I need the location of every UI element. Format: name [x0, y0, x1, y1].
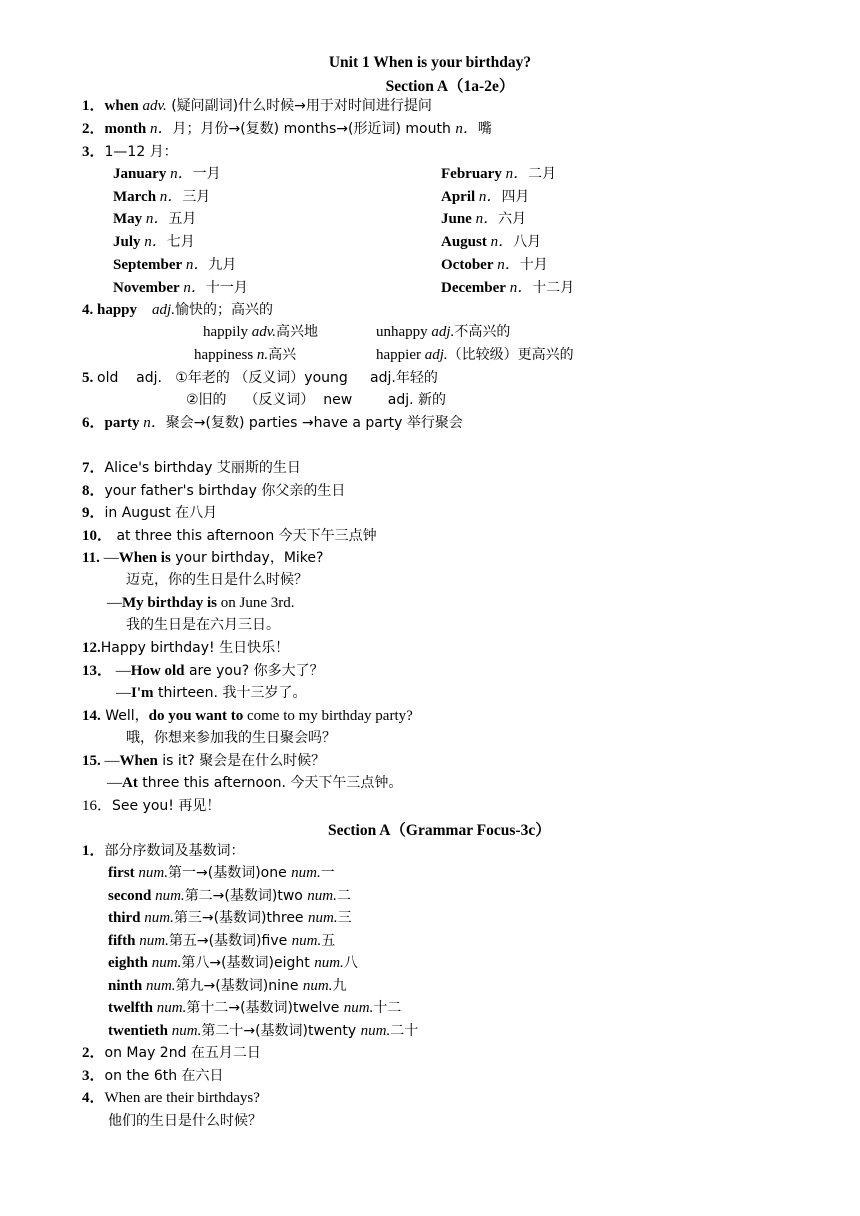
- definition: 第十二→(基数词)twelve: [186, 1000, 344, 1016]
- definition: 八月: [513, 234, 542, 251]
- sentence-text: Well，: [100, 708, 149, 724]
- item-text: your father's birthday 你父亲的生日: [104, 483, 346, 499]
- definition: 聚会→(复数) parties →have a party 举行聚会: [165, 415, 463, 431]
- definition: (疑问副词)什么时候→用于对时间进行提问: [166, 98, 432, 114]
- key-phrase: When: [119, 753, 158, 769]
- sentence-item-16: [82, 796, 220, 816]
- part-of-speech: num.: [171, 1022, 202, 1039]
- key-phrase: My birthday is: [122, 595, 218, 611]
- derivative-happiness: [194, 345, 296, 365]
- sentence-item-15-question: [82, 751, 325, 771]
- key-phrase: I'm: [131, 685, 154, 701]
- part-of-speech: adj.: [424, 347, 448, 363]
- item-number: 2．: [82, 121, 105, 137]
- month-name: September: [113, 256, 183, 273]
- month-name: July: [113, 234, 141, 251]
- definition: 六月: [498, 211, 527, 228]
- part-of-speech: num.: [138, 865, 168, 881]
- definition: 第八→(基数词)eight: [181, 955, 315, 971]
- month-name: March: [113, 188, 157, 205]
- sentence-item-12: [82, 638, 289, 658]
- part-of-speech: n．: [509, 279, 533, 296]
- item-number: 10．: [82, 528, 113, 544]
- derivative-word: happiness: [194, 347, 257, 363]
- item-text: When are their birthdays?: [104, 1090, 260, 1106]
- item-number: 14.: [82, 708, 101, 724]
- month-entry: [441, 255, 548, 275]
- sentence-item-14: [82, 706, 413, 726]
- definition: 五: [321, 932, 336, 949]
- vocab-item-old-line2: ②旧的 （反义词） new adj. 新的: [186, 392, 447, 408]
- item-text: old adj. ①年老的 （反义词）young adj.年轻的: [97, 370, 438, 386]
- document-title: Unit 1 When is your birthday?: [328, 54, 532, 71]
- item-number: 15.: [82, 753, 101, 769]
- ordinal-entry: [108, 863, 335, 883]
- item-number: 6．: [82, 415, 105, 431]
- month-name: April: [441, 188, 476, 205]
- sentence-text: is it? 聚会是在什么时候？: [157, 753, 326, 769]
- item-number: 3．: [82, 144, 105, 160]
- ordinal-entry: [108, 931, 335, 951]
- key-phrase: How old: [130, 663, 185, 679]
- month-entry: [441, 232, 541, 252]
- item-number: 1．: [82, 98, 105, 114]
- derivative-unhappy: [376, 322, 510, 342]
- definition: 高兴地: [276, 324, 319, 340]
- definition: 十一月: [205, 279, 248, 296]
- part-of-speech: num.: [302, 977, 333, 994]
- sentence-text: are you? 你多大了？: [184, 663, 324, 679]
- definition: 二月: [528, 166, 557, 182]
- part-of-speech: adv.: [142, 98, 167, 114]
- part-of-speech: num.: [139, 932, 169, 949]
- item-number: 8．: [82, 483, 105, 499]
- part-of-speech: num.: [360, 1022, 391, 1039]
- definition: 十二: [373, 1000, 402, 1016]
- grammar-item-1: [82, 841, 245, 861]
- part-of-speech: adv.: [251, 324, 277, 340]
- month-entry: [113, 255, 236, 275]
- headword: month: [104, 121, 147, 137]
- dash: —: [107, 595, 122, 611]
- key-phrase: At: [122, 775, 138, 791]
- definition: 第一→(基数词)one: [168, 865, 292, 881]
- definition: 第五→(基数词)five: [168, 932, 292, 949]
- item-text: See you! 再见！: [112, 798, 221, 814]
- ordinal-entry: [108, 908, 352, 928]
- dash: —: [100, 753, 120, 769]
- part-of-speech: num.: [291, 932, 322, 949]
- ordinal-word: third: [108, 910, 141, 926]
- part-of-speech: n.: [256, 347, 269, 363]
- headword: when: [104, 98, 139, 114]
- item-number: 16．: [82, 798, 113, 814]
- dash: —: [116, 685, 131, 701]
- definition: 不高兴的: [454, 324, 511, 340]
- sentence-item-13-question: [82, 661, 324, 681]
- part-of-speech: adj.: [431, 324, 455, 340]
- headword: happy: [97, 302, 138, 318]
- item-number: 12.: [82, 640, 101, 656]
- part-of-speech: n．: [170, 166, 193, 182]
- definition: 嘴: [477, 121, 492, 137]
- month-entry: [113, 278, 248, 298]
- derivative-happily: [203, 322, 318, 342]
- ordinal-word: twentieth: [108, 1022, 168, 1039]
- definition: 三: [337, 910, 352, 926]
- part-of-speech: n．: [185, 256, 209, 273]
- vocab-item-old: [82, 368, 438, 388]
- grammar-item-4: [82, 1088, 260, 1108]
- definition: 八: [343, 955, 358, 971]
- definition: 月；月份→(复数) months→(形近词) mouth: [172, 121, 456, 137]
- sentence-text: three this afternoon. 今天下午三点钟。: [137, 775, 403, 791]
- item-number: 1．: [82, 843, 105, 859]
- month-name: November: [113, 279, 180, 296]
- key-phrase: do you want to: [148, 708, 244, 724]
- part-of-speech: adj.: [152, 302, 175, 318]
- sentence-text: come to my birthday party?: [243, 708, 413, 724]
- definition: 五月: [168, 211, 197, 228]
- part-of-speech: num.: [145, 977, 176, 994]
- phrase-item-10: [82, 526, 377, 546]
- part-of-speech: n．: [475, 211, 499, 228]
- definition: 一: [320, 865, 335, 881]
- part-of-speech: n．: [159, 188, 183, 205]
- phrase-item-7: [82, 458, 301, 478]
- month-name: June: [441, 211, 472, 228]
- phrase-item-8: [82, 481, 345, 501]
- month-entry: [113, 232, 195, 252]
- headword: party: [104, 415, 140, 431]
- part-of-speech: num.: [144, 910, 174, 926]
- definition: 二十: [390, 1022, 419, 1039]
- definition: 第三→(基数词)three: [173, 910, 309, 926]
- phrase-item-9: [82, 503, 217, 523]
- part-of-speech: num.: [307, 887, 337, 904]
- definition: 十月: [519, 256, 548, 273]
- part-of-speech: num.: [155, 887, 185, 904]
- part-of-speech: n．: [183, 279, 206, 296]
- item-text: 1—12 月：: [104, 144, 178, 160]
- sentence-item-11-question: [82, 548, 323, 568]
- key-phrase: When is: [118, 550, 171, 566]
- sentence-item-11-answer-translation: 我的生日是在六月三日。: [126, 617, 280, 633]
- part-of-speech: n．: [455, 121, 478, 137]
- part-of-speech: n．: [505, 166, 529, 182]
- sentence-text: your birthday，Mike?: [170, 550, 324, 566]
- dash: —: [103, 550, 119, 566]
- derivative-word: unhappy: [376, 324, 432, 340]
- item-text: on May 2nd 在五月二日: [104, 1045, 261, 1061]
- sentence-item-13-answer: [116, 683, 306, 703]
- definition: 三月: [182, 188, 211, 205]
- definition: 九月: [208, 256, 237, 273]
- part-of-speech: num.: [343, 1000, 374, 1016]
- month-entry: [441, 278, 574, 298]
- month-name: May: [113, 211, 143, 228]
- derivative-word: happily: [203, 324, 252, 340]
- ordinal-word: twelfth: [108, 1000, 153, 1016]
- item-number: 4．: [82, 1090, 105, 1106]
- item-number: 2．: [82, 1045, 105, 1061]
- item-number: 13．: [82, 663, 113, 679]
- part-of-speech: num.: [314, 955, 344, 971]
- sentence-item-14-translation: 哦，你想来参加我的生日聚会吗？: [126, 730, 336, 746]
- vocab-item-months: [82, 142, 178, 162]
- item-text: Happy birthday! 生日快乐！: [100, 640, 290, 656]
- item-number: 4.: [82, 302, 94, 318]
- definition: 第二十→(基数词)twenty: [201, 1022, 361, 1039]
- vocab-item-party: [82, 413, 463, 433]
- grammar-item-3: [82, 1066, 224, 1086]
- month-entry: [441, 187, 529, 207]
- month-entry: [113, 164, 221, 184]
- definition: 九: [332, 977, 347, 994]
- item-text: in August 在八月: [104, 505, 218, 521]
- definition: 四月: [501, 188, 530, 205]
- definition: 十二月: [532, 279, 575, 296]
- part-of-speech: n．: [144, 234, 167, 251]
- vocab-item-month: [82, 119, 492, 139]
- definition: 二: [336, 887, 351, 904]
- sentence-item-15-answer: [107, 773, 402, 793]
- item-text: 部分序数词及基数词：: [104, 843, 245, 859]
- ordinal-word: second: [108, 887, 152, 904]
- item-number: 9．: [82, 505, 105, 521]
- ordinal-word: first: [108, 865, 135, 881]
- part-of-speech: n．: [145, 211, 169, 228]
- sentence-text: thirteen. 我十三岁了。: [153, 685, 307, 701]
- sentence-item-11-answer: [107, 593, 295, 613]
- section-heading-1a-2e: Section A（1a-2e）: [385, 78, 515, 95]
- part-of-speech: num.: [291, 865, 321, 881]
- month-entry: [441, 209, 526, 229]
- month-name: August: [441, 234, 487, 251]
- ordinal-entry: [108, 998, 401, 1018]
- month-entry: [113, 187, 210, 207]
- definition: 七月: [166, 234, 195, 251]
- part-of-speech: n．: [490, 234, 514, 251]
- dash: —: [115, 663, 131, 679]
- section-heading-grammar-focus: Section A（Grammar Focus-3c）: [328, 822, 551, 839]
- definition: 一月: [192, 166, 221, 182]
- part-of-speech: n．: [149, 121, 173, 137]
- item-text: at three this afternoon 今天下午三点钟: [112, 528, 377, 544]
- derivative-word: happier: [376, 347, 425, 363]
- part-of-speech: num.: [151, 955, 182, 971]
- month-name: February: [441, 166, 502, 182]
- part-of-speech: n．: [497, 256, 520, 273]
- ordinal-word: fifth: [108, 932, 136, 949]
- vocab-item-when: [82, 96, 432, 116]
- grammar-item-4-translation: 他们的生日是什么时候？: [108, 1113, 262, 1129]
- month-entry: [113, 209, 196, 229]
- definition: 第九→(基数词)nine: [175, 977, 303, 994]
- definition: 愉快的；高兴的: [174, 302, 273, 318]
- item-text: on the 6th 在六日: [104, 1068, 224, 1084]
- item-number: 5.: [82, 370, 94, 386]
- part-of-speech: num.: [308, 910, 338, 926]
- item-text: Alice's birthday 艾丽斯的生日: [104, 460, 301, 476]
- derivative-happier: [376, 345, 574, 365]
- month-name: December: [441, 279, 506, 296]
- ordinal-entry: [108, 886, 351, 906]
- definition: 高兴: [268, 347, 297, 363]
- ordinal-word: ninth: [108, 977, 143, 994]
- sentence-item-11-question-translation: 迈克，你的生日是什么时候？: [126, 572, 308, 588]
- month-name: January: [113, 166, 167, 182]
- month-name: October: [441, 256, 494, 273]
- ordinal-entry: [108, 1021, 418, 1041]
- item-number: 7．: [82, 460, 105, 476]
- definition: 第二→(基数词)two: [184, 887, 308, 904]
- item-number: 3．: [82, 1068, 105, 1084]
- part-of-speech: n．: [143, 415, 166, 431]
- vocab-item-happy: [82, 300, 273, 320]
- ordinal-entry: [108, 976, 347, 996]
- definition: （比较级）更高兴的: [447, 347, 574, 363]
- month-entry: [441, 164, 556, 184]
- item-number: 11.: [82, 550, 100, 566]
- grammar-item-2: [82, 1043, 261, 1063]
- part-of-speech: n．: [478, 188, 502, 205]
- part-of-speech: num.: [156, 1000, 187, 1016]
- sentence-text: on June 3rd.: [217, 595, 295, 611]
- dash: —: [107, 775, 122, 791]
- ordinal-word: eighth: [108, 955, 149, 971]
- ordinal-entry: [108, 953, 358, 973]
